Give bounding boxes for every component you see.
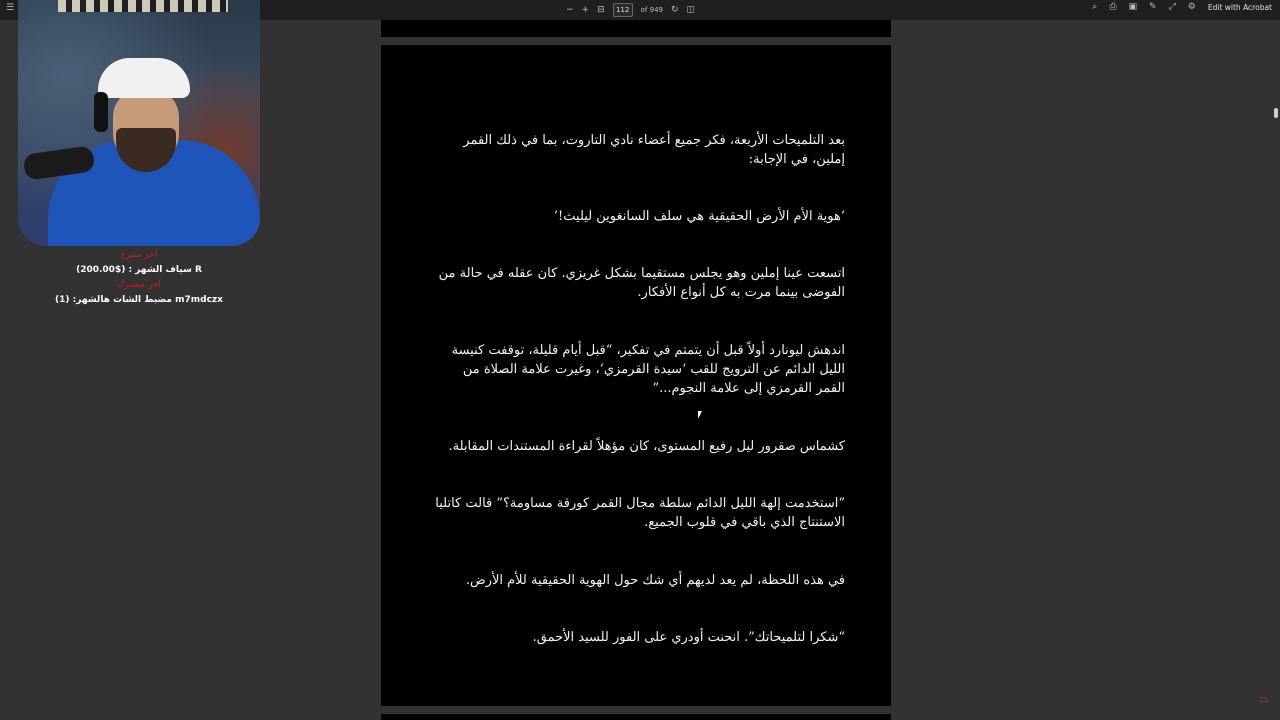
stream-overlay-text [18, 248, 260, 308]
menu-icon[interactable]: ☰ [6, 3, 15, 13]
banner-decoration [58, 0, 228, 12]
acrobat-icon[interactable]: ⏢ [1259, 692, 1268, 705]
edit-with-acrobat-button[interactable]: Edit with Acrobat [1207, 3, 1272, 12]
page-total-label: of 949 [640, 6, 663, 14]
paragraph: بعد التلميحات الأربعة، فكر جميع أعضاء نادي التاروت، بما في ذلك القمر إملين، في الإجابة: [463, 133, 845, 167]
draw-icon[interactable]: ✎ [1149, 2, 1157, 12]
fullscreen-icon[interactable]: ⤢ [1168, 2, 1176, 12]
previous-page [381, 20, 891, 37]
pdf-page [381, 45, 891, 706]
latest-donor-label: آخر متبرع [120, 250, 158, 260]
save-icon[interactable]: ▣ [1128, 2, 1138, 12]
zoom-out-icon[interactable]: − [566, 4, 574, 15]
print-icon[interactable]: ⎙ [1109, 2, 1117, 12]
fit-page-icon[interactable]: ⊟ [597, 4, 605, 15]
paragraph: كشماس صقرور ليل رفيع المستوى، كان مؤهلاً لقراءة المستندات المقابلة. [448, 439, 845, 454]
toolbar-right [1092, 3, 1272, 12]
mouse-cursor-icon [698, 411, 702, 419]
settings-icon[interactable]: ⚙ [1187, 2, 1196, 12]
two-page-icon[interactable]: ◫ [686, 4, 696, 15]
toolbar-center [566, 3, 695, 17]
webcam-overlay [18, 0, 260, 246]
latest-subscriber-label: آخر مشترك [117, 280, 161, 290]
paragraph: ‘هوية الأم الأرض الحقيقية هي سلف السانغوين ليليث!’ [553, 209, 845, 224]
rotate-icon[interactable]: ↻ [670, 4, 679, 15]
paragraph: “استخدمت إلهة الليل الدائم سلطة مجال القمر كورقة مساومة؟” قالت كاتليا الاستنتاج الذي باقي في قلوب الجميع. [435, 496, 845, 530]
monthly-top-donor: سياف الشهر : ($200.00) R [76, 265, 202, 275]
monthly-chat-mod: مضبط الشات هالشهر: (1) m7mdczx [55, 295, 223, 305]
paragraph: اندهش ليونارد أولاً قبل أن يتمتم في تفكير، “قبل أيام قليلة، توقفت كنيسة الليل الدائم عن الترويج للقب ‘سيدة القرمزي’، وغيرت علامة الصلاة من القمر القرمزي إلى علامة النجوم...” [451, 343, 845, 396]
streamer-cap [98, 58, 190, 98]
search-icon[interactable]: ⌕ [1092, 2, 1098, 12]
page-number-input[interactable]: 112 [613, 3, 633, 17]
paragraph: في هذه اللحظة، لم يعد لديهم أي شك حول الهوية الحقيقية للأم الأرض. [465, 573, 845, 588]
paragraph: اتسعت عينا إملين وهو يجلس مستقيما بشكل غريزي. كان عقله في حالة من الفوضى بينما مرت به كل أنواع الأفكار. [438, 266, 845, 300]
paragraph: “شكرا لتلميحاتك”. انحنت أودري على الفور للسيد الأحمق. [532, 630, 845, 645]
next-page [381, 714, 891, 720]
scrollbar-thumb[interactable] [1274, 108, 1278, 118]
zoom-in-icon[interactable]: + [581, 4, 590, 15]
headset-icon [94, 92, 108, 132]
